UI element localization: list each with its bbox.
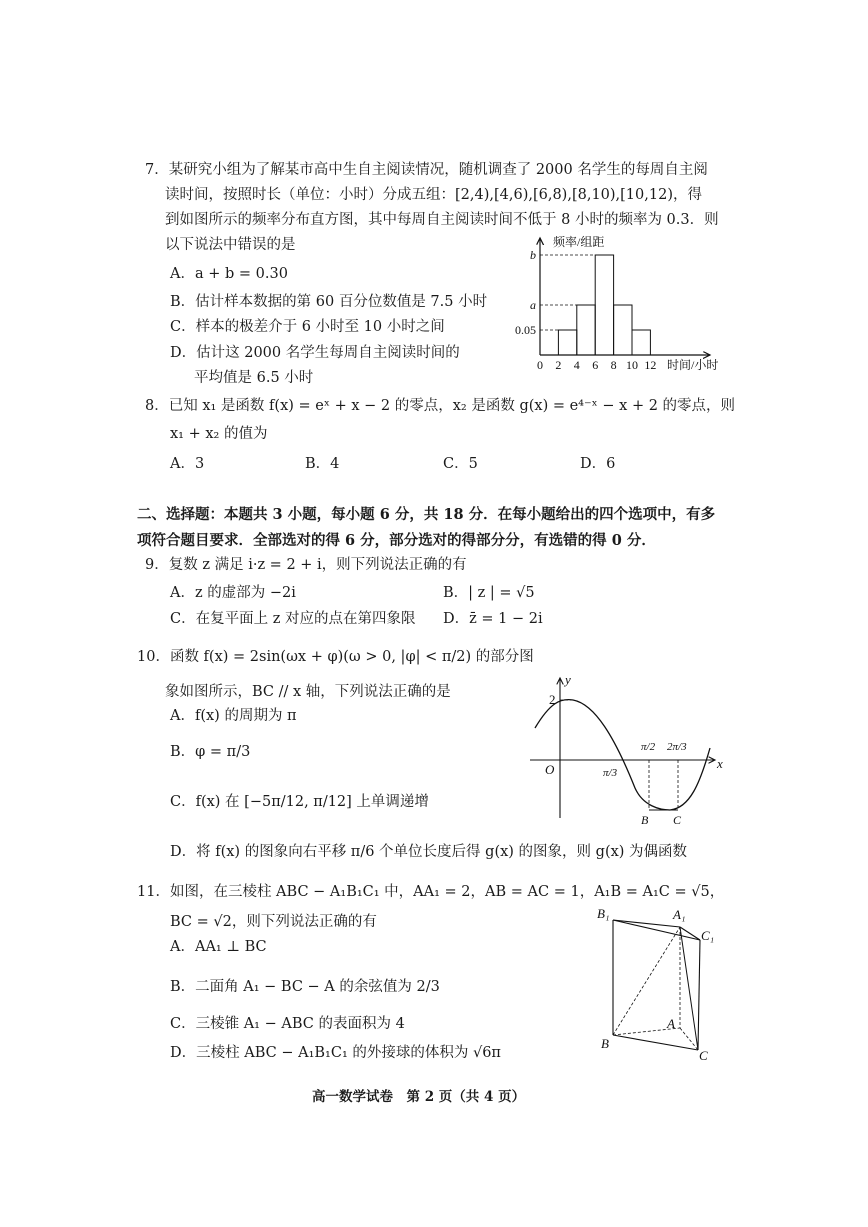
q9-stem: 9．复数 z 满足 i·z = 2 + i，则下列说法正确的有: [145, 557, 467, 573]
q8-option-a: A．3: [170, 456, 205, 472]
q7-option-c: C．样本的极差介于 6 小时至 10 小时之间: [170, 319, 445, 335]
page-footer: 高一数学试卷 第 2 页（共 4 页）: [312, 1089, 526, 1105]
sine-curve: [535, 700, 710, 810]
q10-option-c: C．f(x) 在 [−5π/12, π/12] 上单调递增: [170, 794, 429, 810]
q11-line-1: 11．如图，在三棱柱 ABC − A₁B₁C₁ 中，AA₁ = 2，AB = AC = 1，A₁B = A₁C = √5，: [137, 884, 725, 900]
q10-option-a: A．f(x) 的周期为 π: [170, 708, 297, 724]
edge-b1c1: [613, 920, 700, 940]
q10-line-1: 10．函数 f(x) = 2sin(ωx + φ)(ω > 0, |φ| < π/2) 的部分图: [137, 649, 534, 665]
q7-line-3: 到如图所示的频率分布直方图，其中每周自主阅读时间不低于 8 小时的频率为 0.3．则: [165, 212, 719, 228]
histogram-bar: [558, 330, 576, 355]
graph-x-label: x: [717, 756, 723, 771]
q10-line-2: 象如图所示，BC // x 轴，下列说法正确的是: [165, 684, 451, 700]
edge-cc1: [698, 940, 700, 1050]
q9-option-d: D．z̄ = 1 − 2i: [443, 611, 543, 627]
graph-peak-label: 2: [549, 692, 556, 707]
q7-line-4: 以下说法中错误的是: [165, 237, 296, 253]
x-tick-label: 6: [592, 358, 599, 372]
y-tick-label: 0.05: [515, 323, 536, 337]
prism-figure: [595, 900, 725, 1065]
q8-option-b: B．4: [305, 456, 340, 472]
edge-b1a1: [613, 920, 680, 927]
histogram-bar: [614, 305, 632, 355]
q9-option-a: A．z 的虚部为 −2i: [170, 585, 296, 601]
graph-tick-2pi3: 2π/3: [667, 741, 687, 753]
x-tick-label: 0: [537, 358, 543, 372]
q11-option-d: D．三棱柱 ABC − A₁B₁C₁ 的外接球的体积为 √6π: [170, 1045, 501, 1061]
x-tick-label: 2: [555, 358, 562, 372]
label-b: B: [601, 1036, 609, 1051]
y-tick-label: b: [530, 248, 536, 262]
x-tick-label: 8: [610, 358, 617, 372]
y-axis-label: 频率/组距: [553, 235, 605, 249]
x-tick-label: 4: [573, 358, 580, 372]
q11-option-b: B．二面角 A₁ − BC − A 的余弦值为 2/3: [170, 979, 440, 995]
q11-option-a: A．AA₁ ⊥ BC: [170, 939, 267, 955]
q7-option-d: D．估计这 2000 名学生每周自主阅读时间的: [170, 345, 460, 361]
label-c1: C₁: [701, 928, 715, 943]
q8-option-c: C．5: [443, 456, 478, 472]
edge-a1c: [680, 927, 698, 1050]
graph-y-label: y: [565, 672, 571, 687]
x-tick-label: 12: [644, 358, 657, 372]
section-2-heading: 二、选择题：本题共 3 小题，每小题 6 分，共 18 分．在每小题给出的四个选项中，有多: [137, 506, 716, 523]
q11-option-c: C．三棱锥 A₁ − ABC 的表面积为 4: [170, 1016, 405, 1032]
q7-line-2: 读时间，按照时长（单位：小时）分成五组：[2,4),[4,6),[6,8),[8,10),[10,12)，得: [165, 187, 702, 203]
histogram-bar: [595, 255, 613, 355]
histogram-bar: [632, 330, 650, 355]
q7-option-a: A．a + b = 0.30: [170, 266, 288, 282]
graph-point-c: C: [673, 813, 682, 827]
q8-option-d: D．6: [580, 456, 616, 472]
histogram-bar: [577, 305, 595, 355]
label-b1: B₁: [597, 906, 610, 921]
q7-line-1: 7．某研究小组为了解某市高中生自主阅读情况，随机调查了 2000 名学生的每周自主阅: [145, 162, 708, 178]
q10-option-d: D．将 f(x) 的图象向右平移 π/6 个单位长度后得 g(x) 的图象，则 g(x) 为偶函数: [170, 844, 688, 860]
graph-point-b: B: [641, 813, 649, 827]
x-axis-label: 时间/小时: [667, 358, 719, 372]
q10-option-b: B．φ = π/3: [170, 744, 251, 760]
section-2-heading-cont: 项符合题目要求．全部选对的得 6 分，部分选对的得部分分，有选错的得 0 分．: [137, 532, 656, 549]
q7-option-d-cont: 平均值是 6.5 小时: [194, 370, 314, 386]
sine-graph: [525, 668, 735, 828]
q8-line-1: 8．已知 x₁ 是函数 f(x) = eˣ + x − 2 的零点，x₂ 是函数 g(x) = e⁴⁻ˣ − x + 2 的零点，则: [145, 398, 736, 414]
edge-bc: [613, 1035, 698, 1050]
graph-origin: O: [545, 762, 555, 777]
y-tick-label: a: [530, 298, 536, 312]
frequency-histogram: [505, 230, 740, 375]
q11-line-2: BC = √2，则下列说法正确的有: [170, 914, 377, 930]
q7-option-b: B．估计样本数据的第 60 百分位数值是 7.5 小时: [170, 294, 488, 310]
label-a1: A₁: [673, 907, 686, 922]
graph-tick-pi2: π/2: [641, 741, 656, 753]
q9-option-c: C．在复平面上 z 对应的点在第四象限: [170, 611, 416, 627]
graph-tick-pi3: π/3: [603, 767, 618, 779]
q9-option-b: B．| z | = √5: [443, 585, 535, 601]
label-a: A: [667, 1016, 675, 1031]
q8-line-2: x₁ + x₂ 的值为: [170, 426, 268, 442]
x-tick-label: 10: [626, 358, 638, 372]
label-c: C: [699, 1048, 708, 1063]
